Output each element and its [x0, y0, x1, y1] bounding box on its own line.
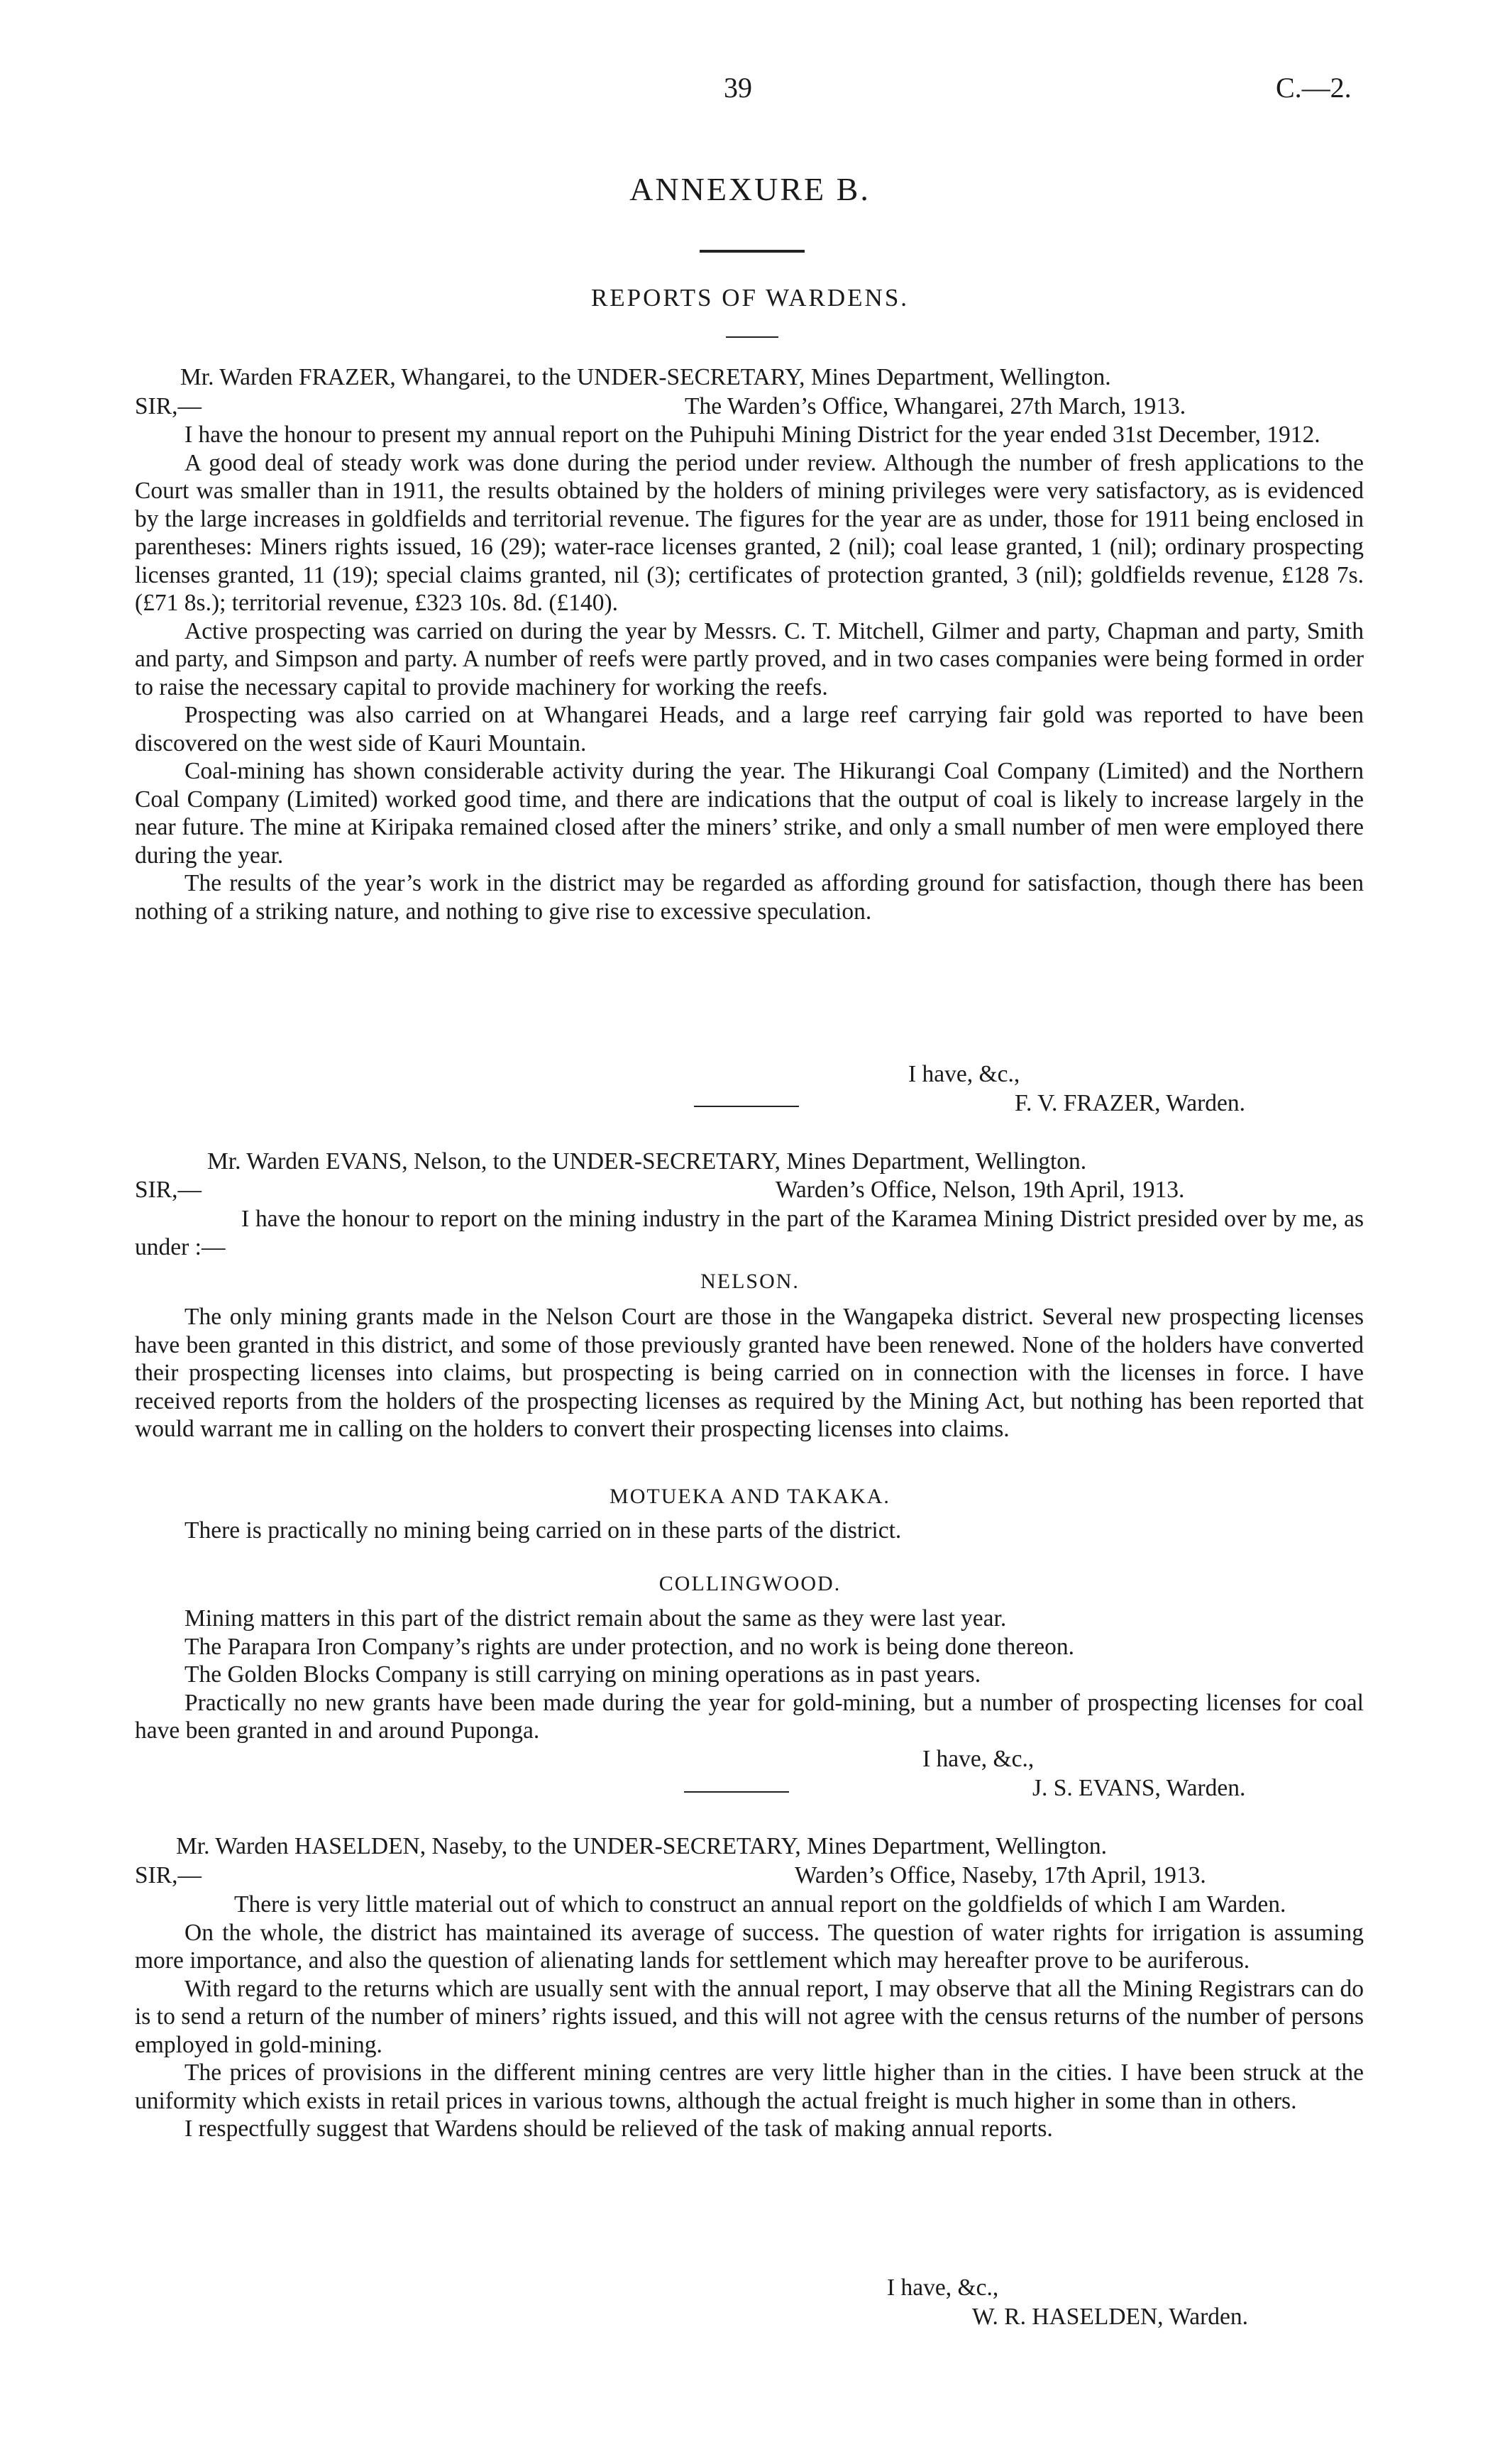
paragraph: I respectfully suggest that Wardens should be relieved of the task of making annual reports.: [184, 2116, 1053, 2142]
paragraph: Active prospecting was carried on during the year by Messrs. C. T. Mitchell, Gilmer and party, Chapman and party, Smith and party, and Simpson and party. A number of reefs were partly proved, and in two cases companies were being formed in order to raise the necessary capital to provide machinery for working the reefs.: [135, 617, 1364, 700]
letter-closing: I have, &c.,: [887, 2275, 999, 2301]
paragraph: Coal-mining has shown considerable activity during the year. The Hikurangi Coal Company (Limited) and the Northern Coal Company (Limited) worked good time, and there are indications that the output of coal is likely to increase largely in the near future. The mine at Kiripaka remained closed after the miners’ strike, and only a small number of men were employed there during the year.: [135, 758, 1364, 869]
title-rule: [700, 250, 805, 253]
paragraph: There is very little material out of which to construct an annual report on the goldfields of which I am Warden.: [234, 1891, 1286, 1918]
paragraph: With regard to the returns which are usually sent with the annual report, I may observe that all the Mining Registrars can do is to send a return of the number of miners’ rights issued, and this will not agree with the census returns of the number of persons employed in gold-mining.: [135, 1975, 1364, 2058]
letter-body: [135, 1891, 1364, 2143]
letter-address: Mr. Warden EVANS, Nelson, to the UNDER-SECRETARY, Mines Department, Wellington.: [207, 1148, 1087, 1175]
letter-dateline: Warden’s Office, Naseby, 17th April, 1913.: [795, 1862, 1206, 1888]
letter-salutation: SIR,—: [135, 1862, 202, 1888]
document-reference: C.—2.: [1276, 72, 1352, 104]
section-title: REPORTS OF WARDENS.: [590, 284, 910, 312]
paragraph: The results of the year’s work in the district may be regarded as affording ground for satisfaction, though there has been nothing of a striking nature, and nothing to give rise to excessive speculation.: [135, 870, 1364, 925]
signature-rule: [684, 1791, 789, 1793]
letter-dateline: The Warden’s Office, Whangarei, 27th March, 1913.: [685, 393, 1186, 419]
paragraph: A good deal of steady work was done during the period under review. Although the number of fresh applications to the Court was smaller than in 1911, the results obtained by the holders of mining privileges were very satisfactory, as is evidenced by the large increases in goldfields and territorial revenue. The figures for the year are as under, those for 1911 being enclosed in parentheses: Miners rights issued, 16 (29); water-race licenses granted, 2 (nil); coal lease granted, 1 (nil); ordinary prospecting licenses granted, 11 (19); special claims granted, nil (3); certificates of protection granted, 3 (nil); goldfields revenue, £128 7s. (£71 8s.); territorial revenue, £323 10s. 8d. (£140).: [135, 449, 1364, 616]
letter-body: [135, 1517, 1364, 1545]
letter-signature: F. V. FRAZER, Warden.: [1015, 1090, 1246, 1116]
paragraph: Prospecting was also carried on at Whangarei Heads, and a large reef carrying fair gold was reported to have been discovered on the west side of Kauri Mountain.: [135, 702, 1364, 757]
letter-signature: W. R. HASELDEN, Warden.: [972, 2304, 1249, 2330]
letter-address: Mr. Warden FRAZER, Whangarei, to the UNDER-SECRETARY, Mines Department, Wellington.: [180, 364, 1111, 390]
signature-rule: [694, 1106, 799, 1107]
paragraph: I have the honour to present my annual report on the Puhipuhi Mining District for the year ended 31st December, 1912.: [184, 422, 1320, 448]
paragraph: The Golden Blocks Company is still carrying on mining operations as in past years.: [184, 1661, 981, 1688]
letter-dateline: Warden’s Office, Nelson, 19th April, 1913.: [776, 1177, 1185, 1203]
subsection-heading: NELSON.: [700, 1270, 800, 1293]
paragraph: There is practically no mining being carried on in these parts of the district.: [184, 1517, 902, 1544]
letter-intro: [135, 1205, 1364, 1261]
paragraph: The Parapara Iron Company’s rights are under protection, and no work is being done thereon.: [184, 1633, 1075, 1660]
subsection-heading: MOTUEKA AND TAKAKA.: [610, 1485, 890, 1508]
paragraph: On the whole, the district has maintained its average of success. The question of water rights for irrigation is assuming more importance, and also the question of alienating lands for settlement which may hereafter prove to be auriferous.: [135, 1919, 1364, 1974]
paragraph: The only mining grants made in the Nelson Court are those in the Wangapeka district. Several new prospecting licenses have been granted in this district, and some of those previously granted have been renewed. None of the holders have converted their prospecting licenses into claims, but prospecting is being carried on in connection with the licenses in force. I have received reports from the holders of the prospecting licenses as required by the Mining Act, but nothing has been reported that would warrant me in calling on the holders to convert their prospecting licenses into claims.: [135, 1304, 1364, 1442]
letter-body: [135, 421, 1364, 925]
letter-body: [135, 1303, 1364, 1443]
letter-salutation: SIR,—: [135, 1177, 202, 1203]
section-rule: [726, 336, 778, 338]
page-number: 39: [724, 72, 752, 104]
paragraph: Mining matters in this part of the district remain about the same as they were last year.: [184, 1605, 1007, 1632]
letter-salutation: SIR,—: [135, 393, 202, 419]
paragraph: The prices of provisions in the different mining centres are very little higher than in the cities. I have been struck at the uniformity which exists in retail prices in various towns, although the actual freight is much higher in some than in others.: [135, 2059, 1364, 2114]
annexure-title: ANNEXURE B.: [629, 171, 871, 207]
letter-closing: I have, &c.,: [922, 1746, 1035, 1772]
subsection-heading: COLLINGWOOD.: [658, 1572, 842, 1595]
letter-signature: J. S. EVANS, Warden.: [1032, 1775, 1246, 1801]
letter-closing: I have, &c.,: [908, 1061, 1020, 1087]
letter-body: [135, 1605, 1364, 1745]
letter-address: Mr. Warden HASELDEN, Naseby, to the UNDER-SECRETARY, Mines Department, Wellington.: [176, 1833, 1107, 1859]
paragraph: Practically no new grants have been made during the year for gold-mining, but a number of prospecting licenses for coal have been granted in and around Puponga.: [135, 1689, 1364, 1744]
paragraph: I have the honour to report on the mining industry in the part of the Karamea Mining District presided over by me, as under :—: [135, 1206, 1364, 1260]
